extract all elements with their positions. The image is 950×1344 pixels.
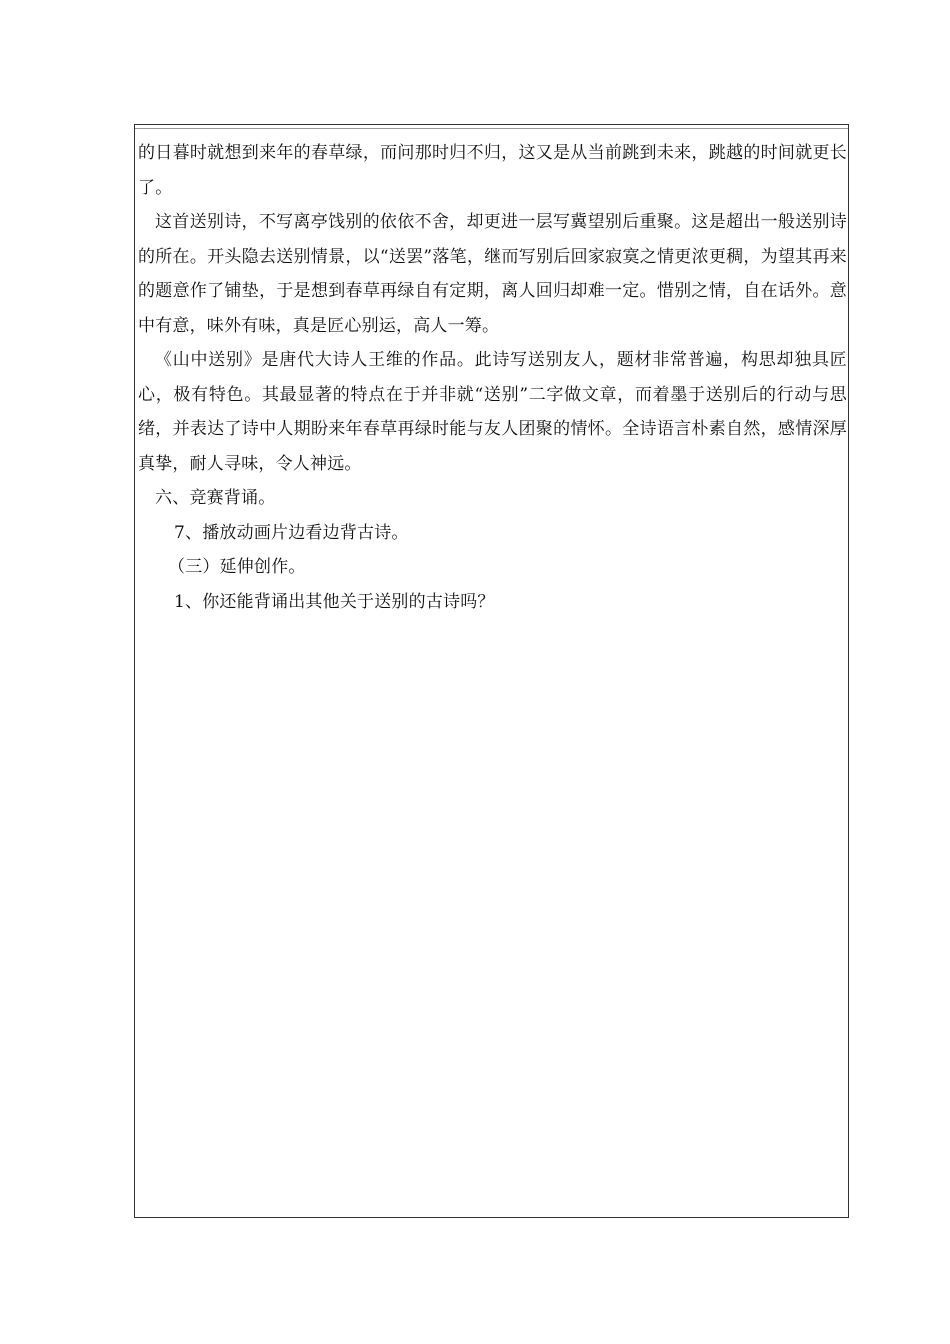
section-heading-extension: （三）延伸创作。 (168, 557, 306, 577)
document-body (138, 136, 847, 619)
paragraph-poem-summary: 《山中送别》是唐代大诗人王维的作品。此诗写送别友人，题材非常普遍，构思却独具匠心，极有特色。其最显著的特点在于并非就“送别”二字做文章，而着墨于送别后的行动与思绪，并表达了诗中人期盼来年春草再绿时能与友人团聚的情怀。全诗语言朴素自然，感情深厚真挚，耐人寻味，令人神远。 (138, 350, 847, 474)
section-heading-recitation-contest: 六、竞赛背诵。 (155, 488, 276, 508)
table-top-border (135, 128, 848, 129)
step-play-animation: 7、播放动画片边看边背古诗。 (174, 522, 409, 543)
paragraph-analysis-continuation: 的日暮时就想到来年的春草绿，而问那时归不归，这又是从当前跳到未来，跳越的时间就更长了。 (138, 143, 847, 198)
question-other-farewell-poems: 1、你还能背诵出其他关于送别的古诗吗？ (174, 591, 495, 612)
table-cell-frame (134, 124, 849, 1218)
paragraph-poem-appreciation: 这首送别诗，不写离亭饯别的依依不舍，却更进一层写冀望别后重聚。这是超出一般送别诗的所在。开头隐去送别情景，以“送罢”落笔，继而写别后回家寂寞之情更浓更稠，为望其再来的题意作了铺垫，于是想到春草再绿自有定期，离人回归却难一定。惜别之情，自在话外。意中有意，味外有味，真是匠心别运，高人一筹。 (138, 212, 847, 336)
